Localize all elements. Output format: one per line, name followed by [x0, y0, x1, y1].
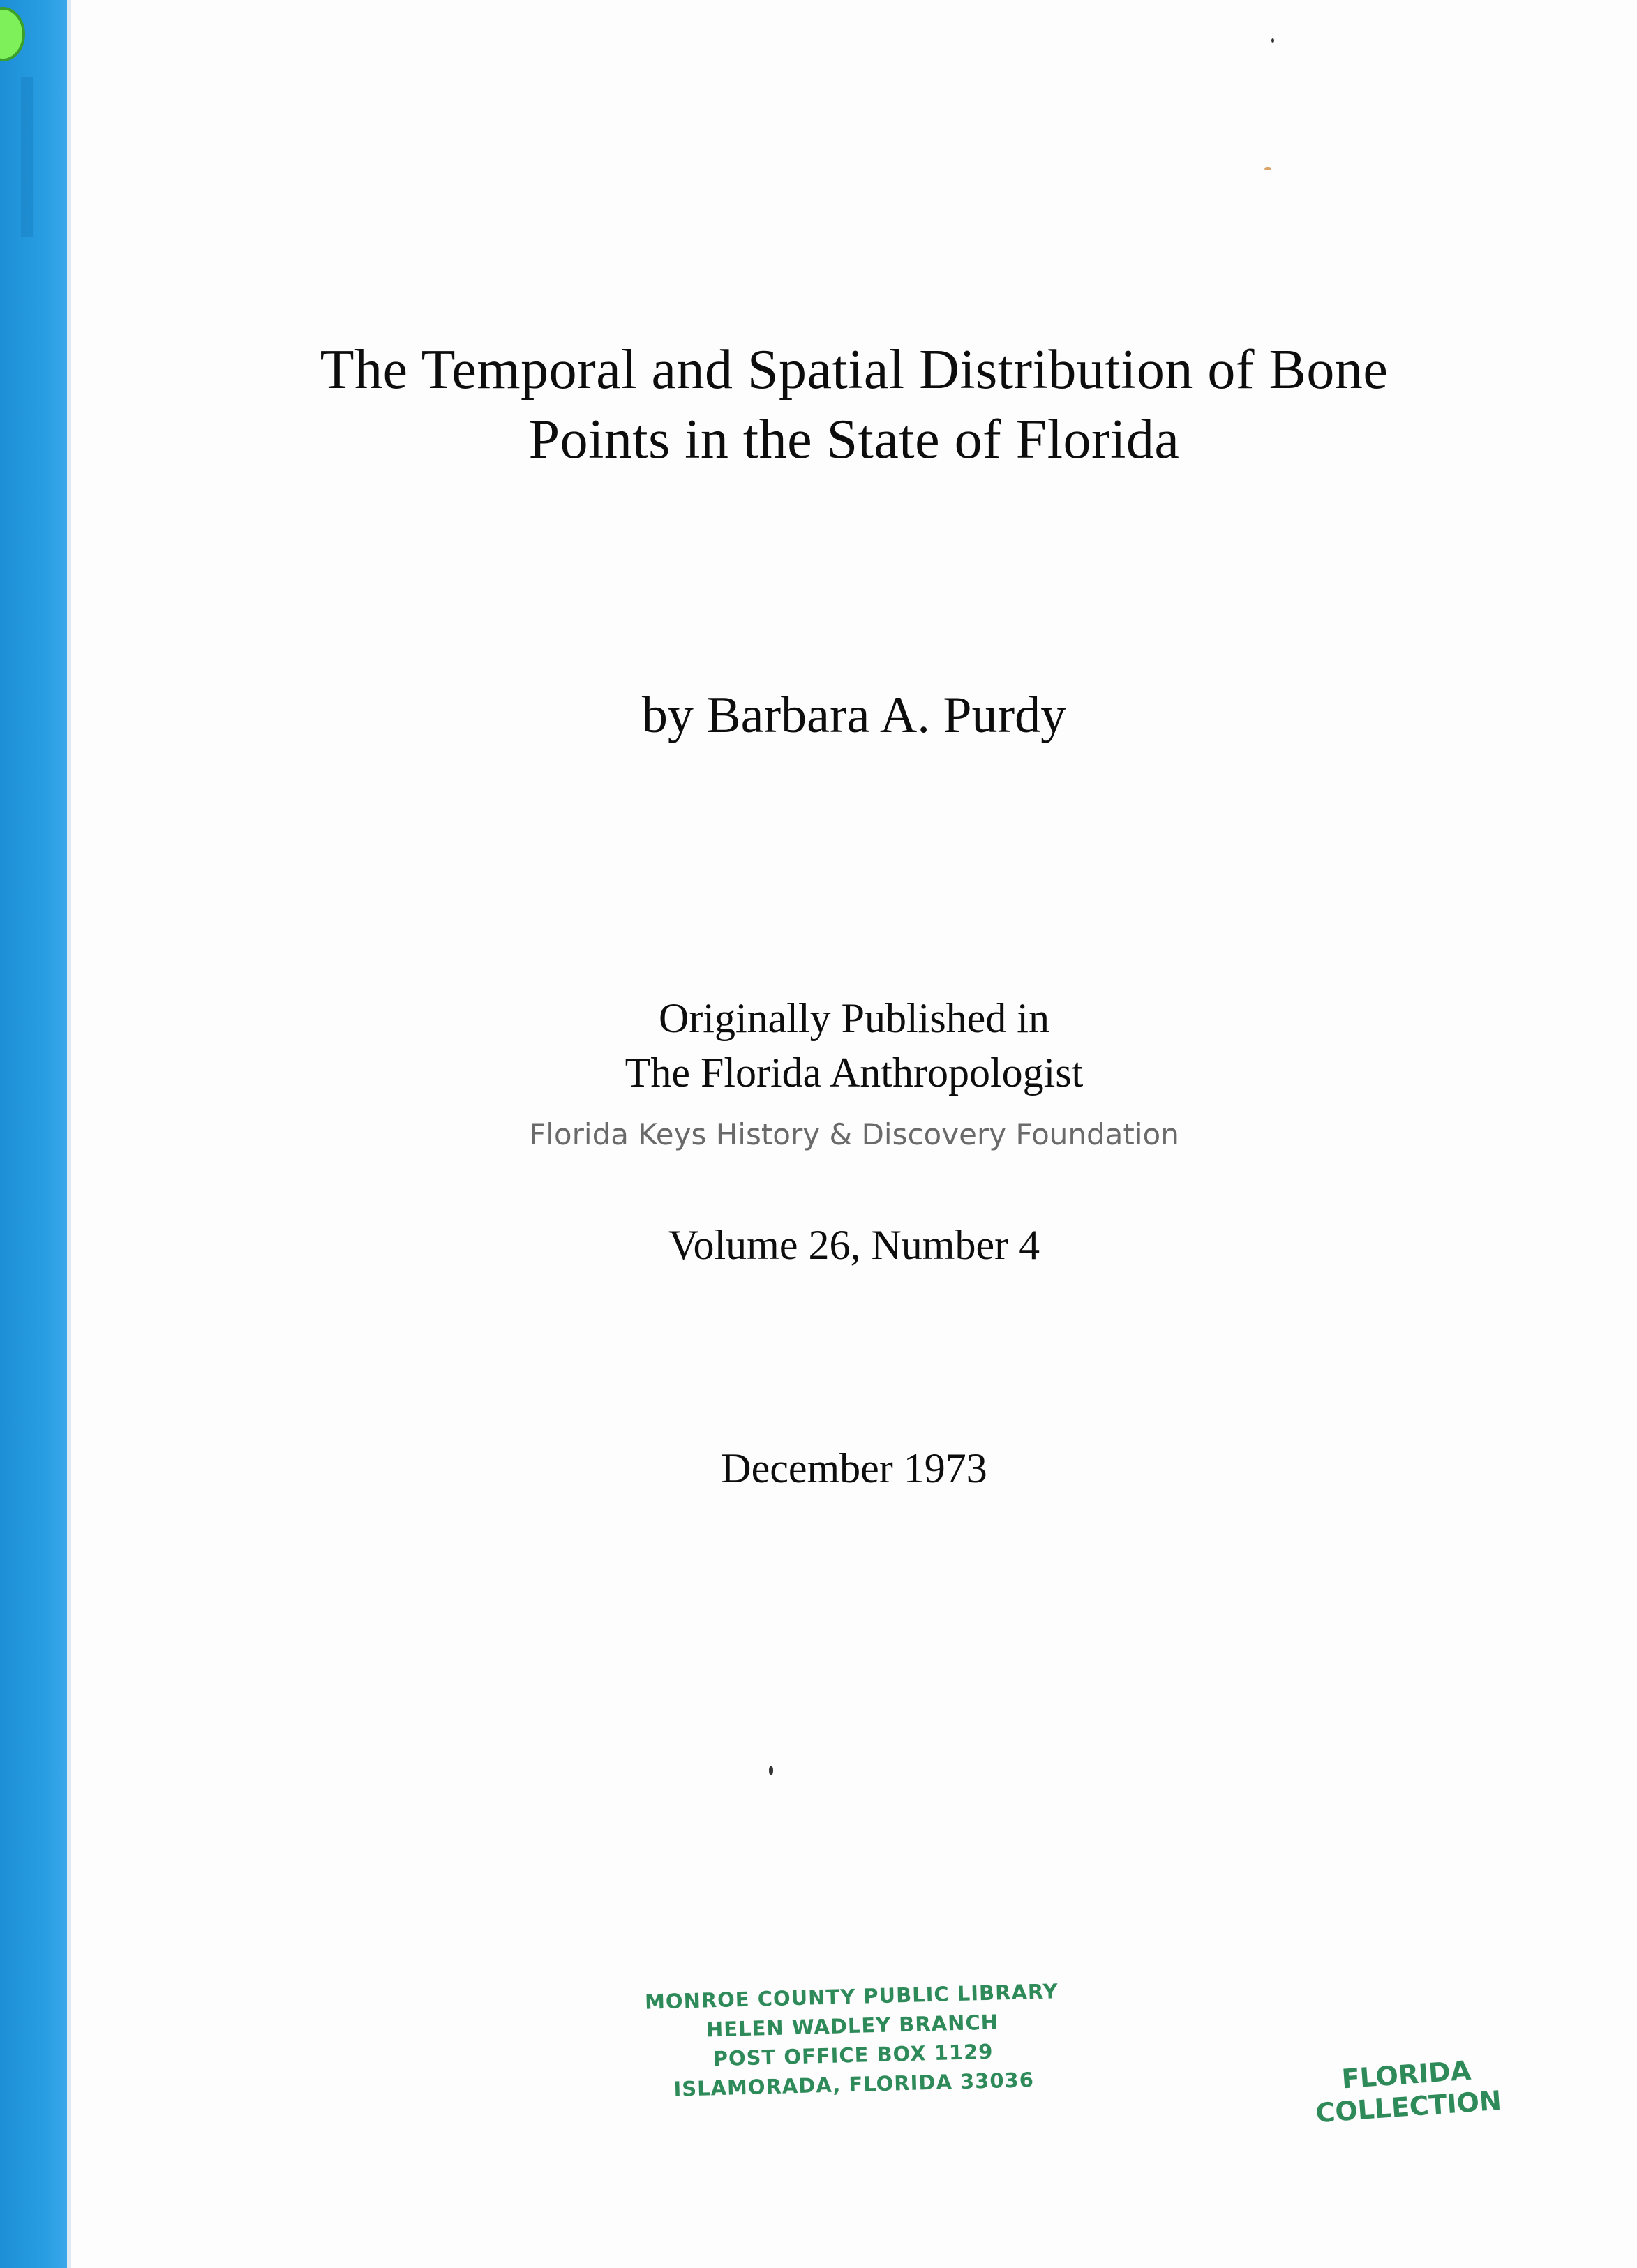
- title-line-1: The Temporal and Spatial Distribution of Bone: [320, 339, 1389, 401]
- collection-stamp: [1290, 2051, 1525, 2131]
- blue-binding-strip: [0, 0, 67, 2268]
- document-page: [71, 0, 1637, 2268]
- document-title: [71, 335, 1637, 475]
- published-line-1: Originally Published in: [659, 995, 1049, 1041]
- strip-mark: [21, 77, 33, 237]
- collection-stamp-line-1: FLORIDA: [1340, 2054, 1472, 2095]
- library-stamp-line-3: POST OFFICE BOX 1129: [712, 2039, 994, 2071]
- library-stamp-line-1: MONROE COUNTY PUBLIC LIBRARY: [644, 1979, 1059, 2014]
- volume-number: Volume 26, Number 4: [668, 1222, 1040, 1268]
- foundation-watermark: Florida Keys History & Discovery Foundation: [529, 1117, 1179, 1151]
- dust-speck: [1264, 167, 1271, 170]
- library-stamp-line-2: HELEN WADLEY BRANCH: [705, 2010, 999, 2042]
- publication-date: December 1973: [721, 1445, 987, 1491]
- library-stamp: [607, 1976, 1098, 2105]
- dust-speck: [769, 1766, 773, 1775]
- library-stamp-line-4: ISLAMORADA, FLORIDA 33036: [673, 2068, 1035, 2101]
- author-line: by Barbara A. Purdy: [641, 687, 1067, 744]
- dust-speck: [1271, 38, 1274, 43]
- publication-info: [71, 991, 1637, 1100]
- title-line-2: Points in the State of Florida: [528, 409, 1180, 470]
- collection-stamp-line-2: COLLECTION: [1315, 2084, 1503, 2129]
- published-line-2: The Florida Anthropologist: [625, 1050, 1084, 1096]
